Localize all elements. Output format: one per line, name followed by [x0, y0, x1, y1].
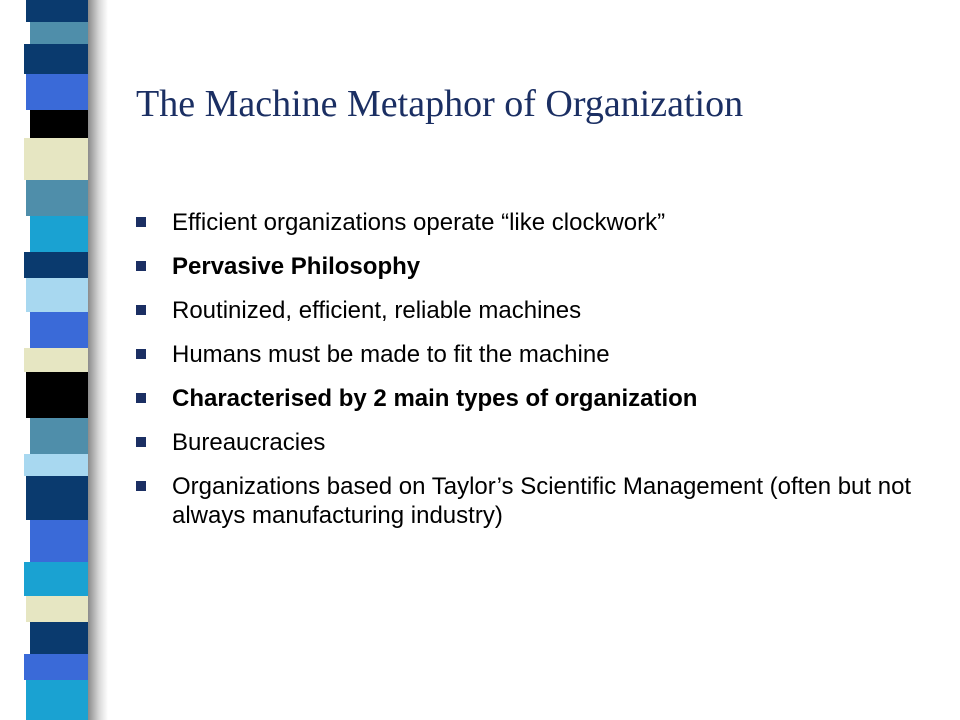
square-bullet-icon: [136, 217, 146, 227]
stripe-block: [26, 476, 88, 520]
bullet-text: Pervasive Philosophy: [172, 253, 421, 280]
stripe-block: [26, 596, 88, 622]
square-bullet-icon: [136, 481, 146, 491]
stripe-shadow: [88, 0, 108, 720]
bullet-item-clockwork: [136, 208, 926, 237]
stripe-block: [26, 278, 88, 312]
square-bullet-icon: [136, 437, 146, 447]
bullet-text: Characterised by 2 main types of organization: [172, 385, 698, 412]
bullet-text: Efficient organizations operate “like clockwork”: [172, 209, 666, 236]
stripe-block: [30, 22, 88, 44]
square-bullet-icon: [136, 261, 146, 271]
bullet-item-two-types: [136, 384, 926, 413]
stripe-block: [24, 562, 88, 596]
stripe-block: [24, 252, 88, 278]
square-bullet-icon: [136, 349, 146, 359]
bullet-item-bureaucracies: [136, 428, 926, 457]
stripe-block: [26, 0, 88, 22]
stripe-block: [30, 520, 88, 562]
stripe-block: [30, 418, 88, 454]
bullet-text: Routinized, efficient, reliable machines: [172, 297, 582, 324]
bullet-item-pervasive-philosophy: [136, 252, 926, 281]
stripe-block: [24, 654, 88, 680]
stripe-block: [26, 180, 88, 216]
bullet-text: Humans must be made to fit the machine: [172, 341, 610, 368]
bullet-item-routinized: [136, 296, 926, 325]
stripe-block: [26, 680, 88, 720]
stripe-block: [30, 622, 88, 654]
bullet-list: [136, 208, 926, 545]
stripe-block: [24, 454, 88, 476]
square-bullet-icon: [136, 305, 146, 315]
stripe-block: [24, 138, 88, 180]
bullet-item-humans-fit: [136, 340, 926, 369]
stripe-block: [30, 216, 88, 252]
stripe-block: [26, 74, 88, 110]
stripe-block: [24, 44, 88, 74]
bullet-text: Bureaucracies: [172, 429, 326, 456]
square-bullet-icon: [136, 393, 146, 403]
bullet-text: Organizations based on Taylor’s Scientific Management (often but not always manufacturing industry): [172, 473, 912, 529]
stripe-block: [30, 312, 88, 348]
stripe-block: [26, 372, 88, 418]
stripe-block: [30, 110, 88, 138]
stripe-block: [24, 348, 88, 372]
slide-title: The Machine Metaphor of Organization: [136, 83, 744, 125]
bullet-item-taylor: [136, 472, 926, 530]
